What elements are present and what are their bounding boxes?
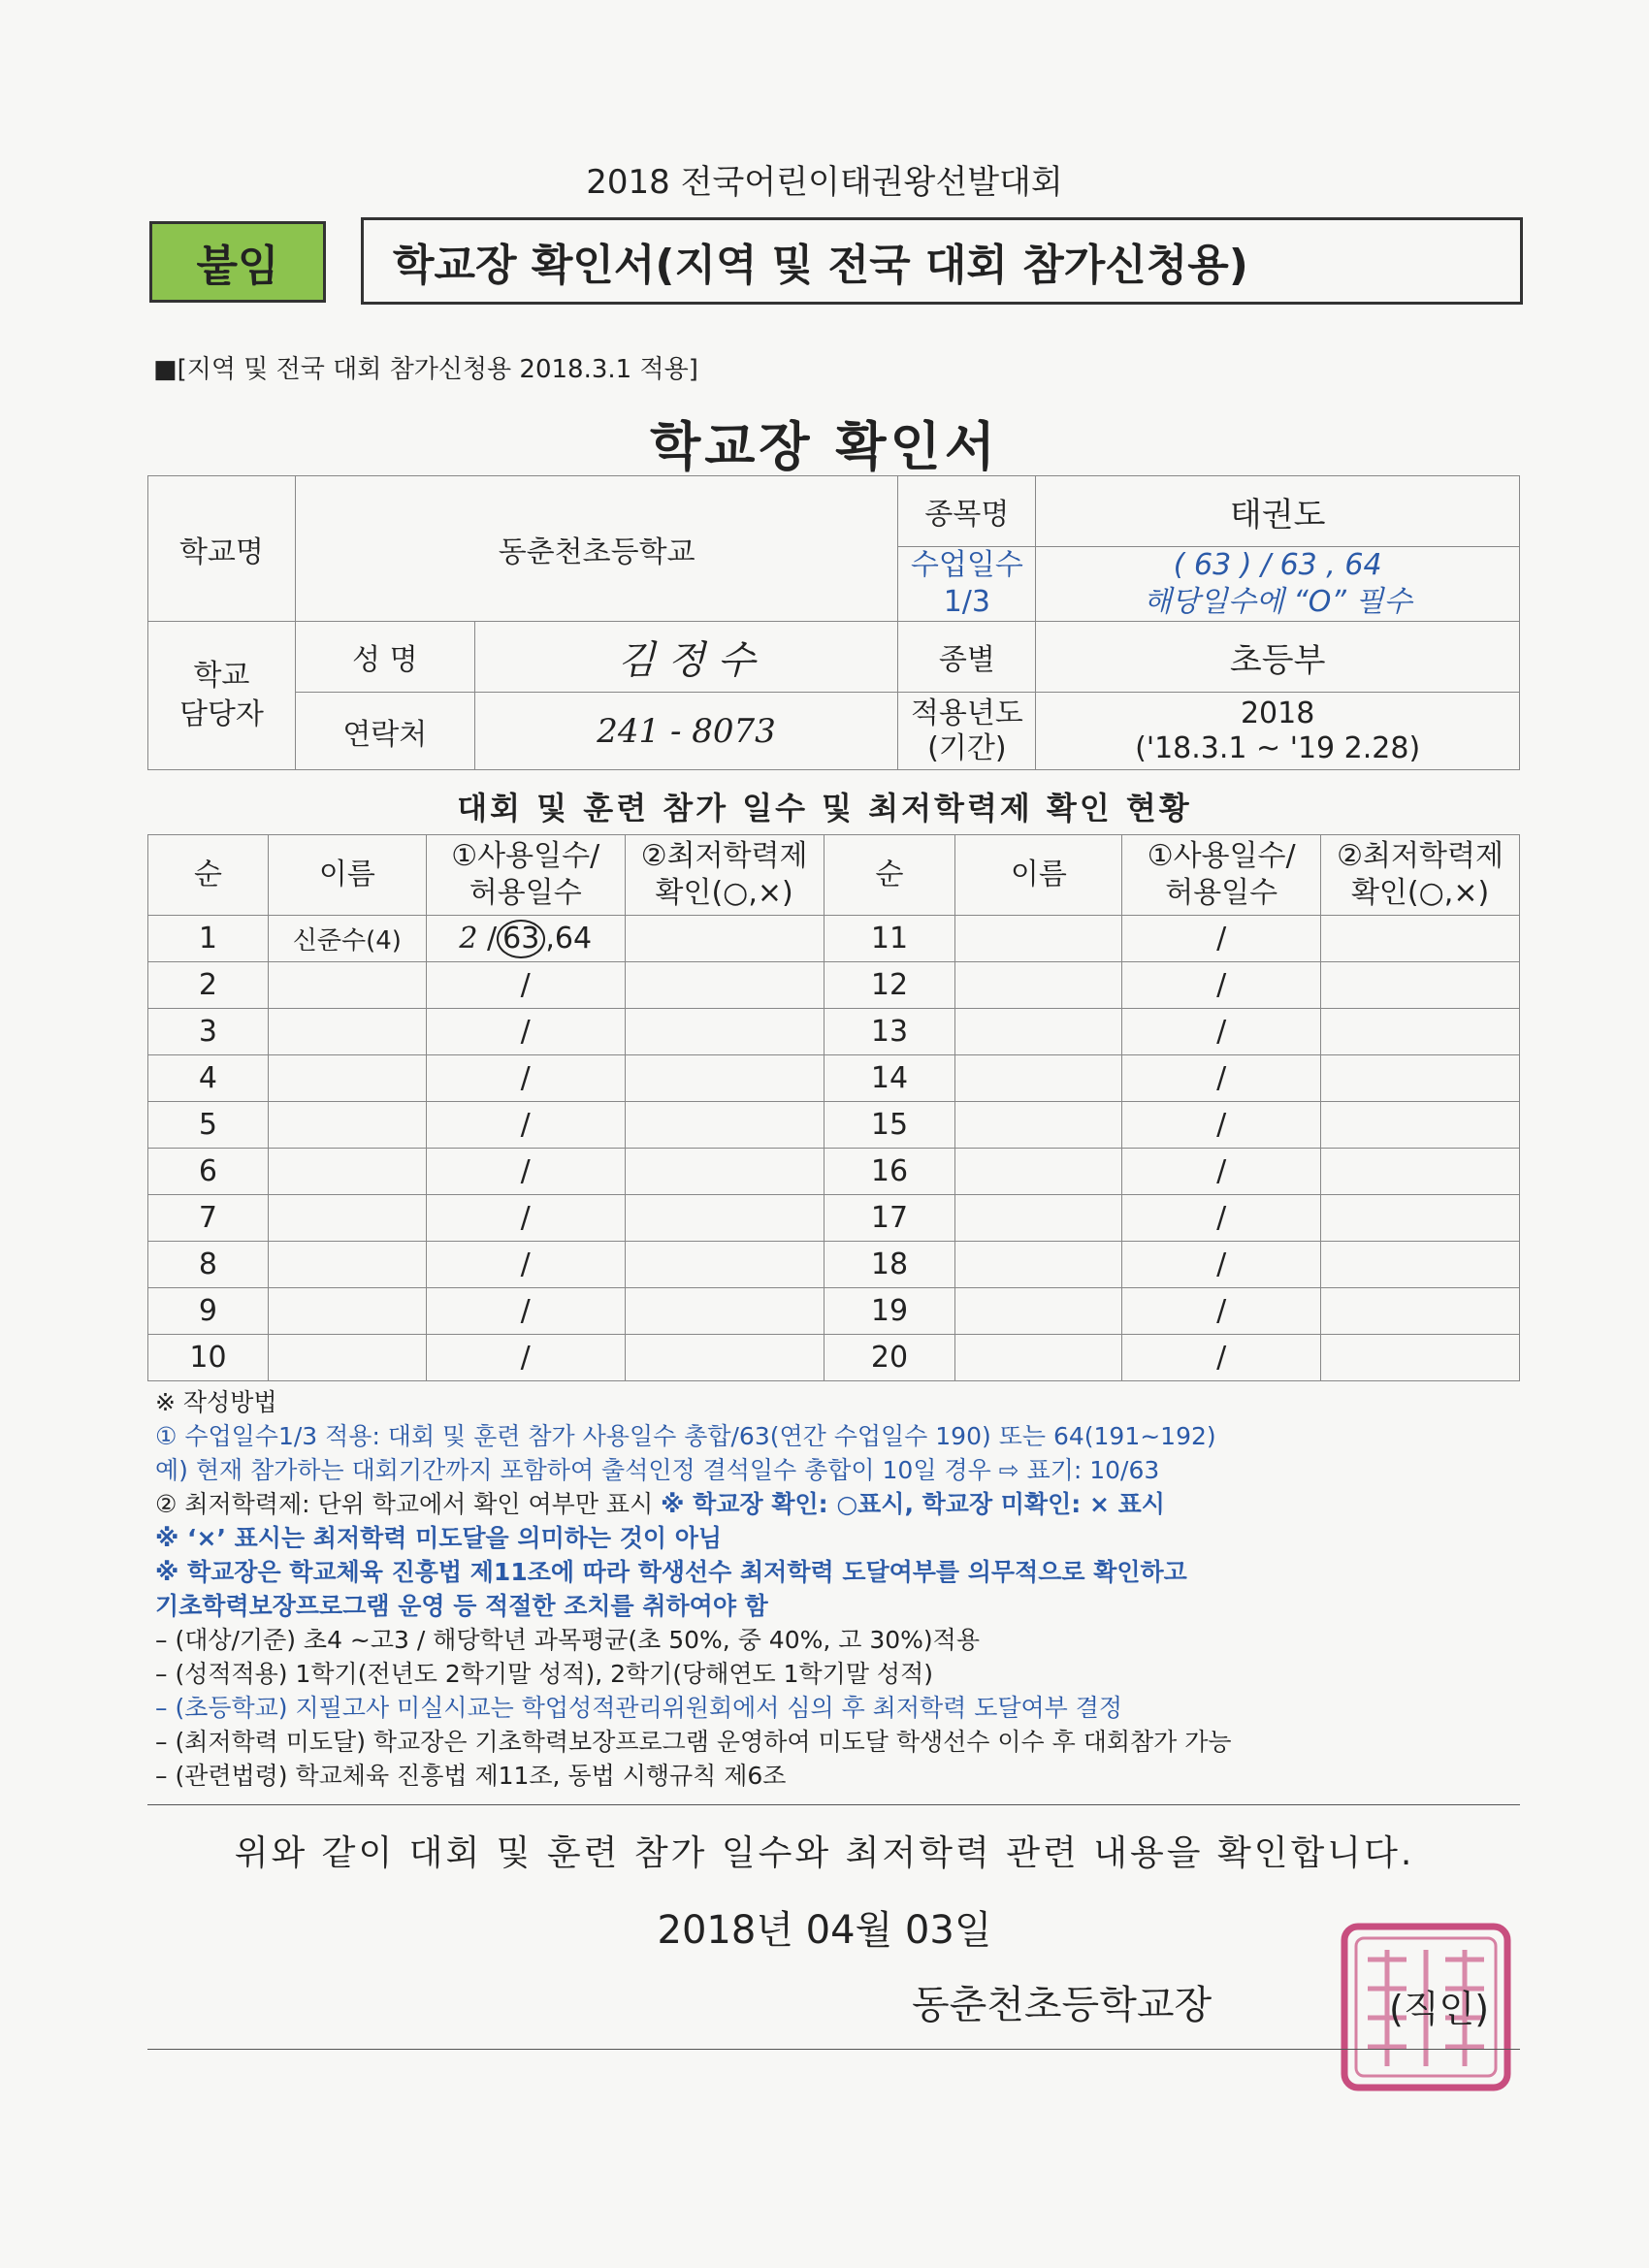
roster-section-title: 대회 및 훈련 참가 일수 및 최저학력제 확인 현황 [457,790,1192,826]
row-grade-right [1321,1149,1520,1195]
row-name-left [268,1009,426,1055]
row-num-left: 1 [148,916,269,962]
divider-top [147,1804,1520,1805]
manager-label-1: 학교 [193,659,250,693]
row-days-right: / [1122,1009,1321,1055]
table-row [148,1009,1520,1055]
row-grade-left [625,1102,824,1149]
row-grade-right [1321,1288,1520,1335]
row-days-right: / [1122,1242,1321,1288]
row-days-left: / [426,1242,625,1288]
principal-name: 동춘천초등학교장 [912,1983,1212,2027]
school-name-label: 학교명 [148,476,296,622]
seal-label: (직인) [1389,1988,1490,2030]
table-row [148,1195,1520,1242]
row-name-left [268,1195,426,1242]
school-info-table [147,475,1520,770]
row-name-right [955,1195,1122,1242]
row-grade-right [1321,1009,1520,1055]
header-name-right: 이름 [955,835,1122,916]
class-days-value: ( 63 ) / 63 , 64 [1173,548,1382,582]
confirmation-statement: 위와 같이 대회 및 훈련 참가 일수와 최저학력 관련 내용을 확인합니다. [234,1833,1415,1873]
row-num-right: 17 [824,1195,955,1242]
document-title: 학교장 확인서 [650,416,999,477]
header-name-left: 이름 [268,835,426,916]
header-grade-left-1: ②최저학력제 [640,839,808,873]
row-days-left: / [426,1102,625,1149]
class-days-sub: 1/3 [943,585,990,619]
row-num-right: 18 [824,1242,955,1288]
athlete-roster-table [147,834,1520,1381]
row-num-right: 11 [824,916,955,962]
row-name-left [268,1102,426,1149]
issue-date: 2018년 04월 03일 [657,1908,992,1953]
row-name-left [268,1242,426,1288]
row-name-right [955,1102,1122,1149]
row-num-right: 15 [824,1102,955,1149]
guide-line-1: ① 수업일수1/3 적용: 대회 및 훈련 참가 사용일수 총합/63(연간 수업일수 190) 또는 64(191~192) [155,1422,1216,1450]
row-num-left: 9 [148,1288,269,1335]
header-grade-right-1: ②최저학력제 [1337,839,1504,873]
row-grade-left [625,1195,824,1242]
divider-bottom [147,2049,1520,2050]
row-days-left: / [426,962,625,1009]
row-num-left: 5 [148,1102,269,1149]
row-name-right [955,1009,1122,1055]
guide-line-9: – (초등학교) 지필고사 미실시교는 학업성적관리위원회에서 심의 후 최저학력 도달여부 결정 [155,1694,1123,1722]
row-days-right: / [1122,1195,1321,1242]
table-row [148,1102,1520,1149]
division-label: 종별 [898,622,1036,693]
applicable-year-label: 적용년도 [910,696,1023,730]
row-name-right [955,1055,1122,1102]
row-num-right: 12 [824,962,955,1009]
event-title: 2018 전국어린이태권왕선발대회 [586,163,1063,202]
manager-label-2: 담당자 [178,697,264,731]
table-row [148,1149,1520,1195]
guide-line-2: 예) 현재 참가하는 대회기간까지 포함하여 출석인정 결석일수 총합이 10일 경우 ⇨ 표기: 10/63 [155,1456,1160,1484]
sport-value: 태권도 [1036,476,1520,547]
slash: / [487,921,498,956]
row-num-left: 4 [148,1055,269,1102]
row-grade-left [625,962,824,1009]
row-num-left: 2 [148,962,269,1009]
manager-name-value: 김 정 수 [474,622,898,693]
allowed-days-circled: 63 [497,920,545,958]
header-num-left: 순 [148,835,269,916]
row-days-left: / [426,1335,625,1381]
row-days-left: / [426,1195,625,1242]
row-name-left [268,1149,426,1195]
table-row [148,1288,1520,1335]
applicable-year-value: 2018 [1240,696,1315,730]
row-grade-left [625,1149,824,1195]
contact-value: 241 - 8073 [474,693,898,770]
header-days-right-1: ①사용일수/ [1147,839,1296,873]
guide-line-10: – (최저학력 미도달) 학교장은 기초학력보장프로그램 운영하여 미도달 학생선수 이수 후 대회참가 가능 [155,1728,1232,1756]
row-name-left [268,1335,426,1381]
row-num-right: 13 [824,1009,955,1055]
row-days-left: / [426,1009,625,1055]
row-days-right: / [1122,1055,1321,1102]
row-days-right: / [1122,1102,1321,1149]
sport-label: 종목명 [898,476,1036,547]
class-days-label: 수업일수 [910,548,1023,582]
guide-line-6: 기초학력보장프로그램 운영 등 적절한 조치를 취하여야 함 [155,1592,768,1620]
row-name-right [955,1242,1122,1288]
row-grade-right [1321,1335,1520,1381]
class-days-note: 해당일수에 “O” 필수 [1143,585,1412,619]
manager-name-label: 성 명 [295,622,474,693]
table-row [148,1055,1520,1102]
table-row [148,916,1520,962]
guide-line-8: – (성적적용) 1학기(전년도 2학기말 성적), 2학기(당해연도 1학기말 성적) [155,1660,933,1688]
guide-line-7: – (대상/기준) 초4 ~고3 / 해당학년 과목평균(초 50%, 중 40%, 고 30%)적용 [155,1626,980,1654]
row-grade-left [625,1242,824,1288]
header-grade-left-2: 확인(○,×) [655,876,793,910]
row-name-left [268,962,426,1009]
row-name-left [268,1055,426,1102]
guide-line-11: – (관련법령) 학교체육 진흥법 제11조, 동법 시행규칙 제6조 [155,1762,787,1790]
row-name-right [955,1288,1122,1335]
school-name-value: 동춘천초등학교 [295,476,898,622]
row-name-left: 신준수(4) [268,916,426,962]
guide-title: ※ 작성방법 [155,1388,277,1416]
row-grade-right [1321,1242,1520,1288]
row-num-left: 10 [148,1335,269,1381]
row-grade-right [1321,1195,1520,1242]
division-value: 초등부 [1036,622,1520,693]
row-days-left [426,916,625,962]
row-num-right: 19 [824,1288,955,1335]
table-row [148,1242,1520,1288]
row-name-right [955,1149,1122,1195]
row-num-right: 16 [824,1149,955,1195]
row-num-left: 8 [148,1242,269,1288]
table-row [148,962,1520,1009]
row-grade-right [1321,1102,1520,1149]
applicable-period: ('18.3.1 ~ '19 2.28) [1135,730,1421,765]
applicability-notice: ■[지역 및 전국 대회 참가신청용 2018.3.1 적용] [153,355,698,384]
row-days-right: / [1122,916,1321,962]
header-grade-right-2: 확인(○,×) [1350,876,1490,910]
header-days-right-2: 허용일수 [1165,876,1278,910]
row-grade-left [625,1288,824,1335]
row-name-left [268,1288,426,1335]
row-grade-right [1321,1055,1520,1102]
row-days-left: / [426,1288,625,1335]
header-days-left-2: 허용일수 [469,876,582,910]
used-days: 2 [459,921,478,956]
header-num-right: 순 [824,835,955,916]
row-grade-left [625,916,824,962]
contact-label: 연락처 [295,693,474,770]
row-grade-right [1321,916,1520,962]
row-days-right: / [1122,962,1321,1009]
row-name-right [955,1335,1122,1381]
row-days-right: / [1122,1335,1321,1381]
row-name-right [955,916,1122,962]
guide-line-3b: ※ 학교장 확인: ○표시, 학교장 미확인: × 표시 [661,1490,1165,1518]
attachment-badge: 붙임 [149,221,326,303]
row-grade-left [625,1335,824,1381]
guide-line-4: ※ ‘×’ 표시는 최저학력 미도달을 의미하는 것이 아님 [155,1524,723,1552]
header-days-left-1: ①사용일수/ [451,839,600,873]
guide-line-3a: ② 최저학력제: 단위 학교에서 확인 여부만 표시 [155,1490,662,1518]
table-row [148,1335,1520,1381]
row-days-right: / [1122,1149,1321,1195]
row-name-right [955,962,1122,1009]
guide-line-5: ※ 학교장은 학교체육 진흥법 제11조에 따라 학생선수 최저학력 도달여부를 의무적으로 확인하고 [155,1558,1187,1586]
row-grade-left [625,1055,824,1102]
row-days-left: / [426,1149,625,1195]
row-grade-right [1321,962,1520,1009]
row-num-left: 3 [148,1009,269,1055]
row-grade-left [625,1009,824,1055]
allowed-days-alt: ,64 [545,921,593,956]
document-title-box: 학교장 확인서(지역 및 전국 대회 참가신청용) [361,217,1523,305]
applicable-year-sub: (기간) [927,730,1007,765]
row-num-right: 20 [824,1335,955,1381]
row-days-right: / [1122,1288,1321,1335]
row-days-left: / [426,1055,625,1102]
row-num-left: 7 [148,1195,269,1242]
writing-guide [155,1385,1533,1793]
row-num-right: 14 [824,1055,955,1102]
row-num-left: 6 [148,1149,269,1195]
